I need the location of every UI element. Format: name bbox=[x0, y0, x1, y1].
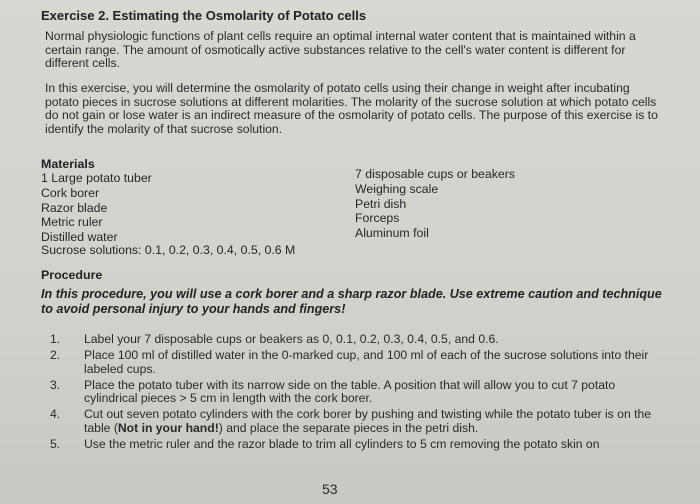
material-item: Petri dish bbox=[355, 196, 407, 211]
step-text-part: ) and place the separate pieces in the petri dish. bbox=[218, 420, 479, 435]
step-text: Use the metric ruler and the razor blade to trim all cylinders to 5 cm removing the potato skin on bbox=[84, 437, 600, 452]
step-number: 3. bbox=[50, 377, 61, 392]
material-item: Cork borer bbox=[41, 185, 100, 200]
material-item: Aluminum foil bbox=[355, 226, 429, 241]
materials-right-list bbox=[355, 167, 515, 241]
procedure-step bbox=[50, 349, 670, 376]
step-text: Label your 7 disposable cups or beakers as 0, 0.1, 0.2, 0.3, 0.4, 0.5, and 0.6. bbox=[84, 332, 499, 346]
material-item: Metric ruler bbox=[41, 215, 103, 230]
procedure-step bbox=[50, 438, 670, 451]
purpose-paragraph: In this exercise, you will determine the osmolarity of potato cells using their change in weight after incubating potato pieces in sucrose solutions at different molarities. The molarity of the sucrose solution at which potato cells do not gain or lose water is an indirect measure of the osmolarity of potato cells. The purpose of this exercise is to identify the molarity of that sucrose solution. bbox=[45, 81, 658, 136]
page-number: 53 bbox=[322, 481, 338, 497]
exercise-title: Exercise 2. Estimating the Osmolarity of Potato cells bbox=[41, 8, 367, 23]
procedure-step bbox=[50, 408, 670, 435]
material-item: 1 Large potato tuber bbox=[41, 171, 152, 185]
material-item: Distilled water bbox=[41, 230, 118, 245]
step-text-part: Cut out seven potato cylinders with the cork borer by pushing and twisting while the potato tuber is on the table ( bbox=[84, 407, 652, 435]
procedure-heading: Procedure bbox=[41, 268, 103, 282]
material-item: Weighing scale bbox=[355, 181, 439, 196]
materials-heading: Materials bbox=[41, 157, 95, 171]
materials-left-list bbox=[41, 171, 152, 245]
material-item: 7 disposable cups or beakers bbox=[355, 167, 515, 181]
sucrose-solutions: Sucrose solutions: 0.1, 0.2, 0.3, 0.4, 0.5, 0.6 M bbox=[41, 243, 296, 257]
step-number: 1. bbox=[50, 332, 61, 346]
intro-paragraph: Normal physiologic functions of plant cells require an optimal internal water content that is maintained within a certain range. The amount of osmotically active substances relative to the cell's water content is different for different cells. bbox=[45, 29, 636, 71]
procedure-steps bbox=[50, 333, 670, 454]
safety-caution: In this procedure, you will use a cork borer and a sharp razor blade. Use extreme caution and technique to avoid personal injury to your hands and fingers! bbox=[41, 287, 662, 316]
step-number: 2. bbox=[50, 348, 61, 363]
procedure-step bbox=[50, 333, 670, 346]
step-number: 5. bbox=[50, 437, 61, 452]
step-number: 4. bbox=[50, 407, 61, 422]
step-text bbox=[84, 408, 670, 435]
step-text-emphasis: Not in your hand! bbox=[117, 420, 219, 435]
step-text: Place the potato tuber with its narrow side on the table. A position that will allow you to cut 7 potato cylindrical pieces > 5 cm in length with the cork borer. bbox=[84, 377, 616, 406]
procedure-step bbox=[50, 379, 670, 406]
material-item: Razor blade bbox=[41, 200, 108, 215]
material-item: Forceps bbox=[355, 211, 400, 226]
step-text: Place 100 ml of distilled water in the 0-marked cup, and 100 ml of each of the sucrose solutions into their labeled cups. bbox=[84, 348, 649, 376]
